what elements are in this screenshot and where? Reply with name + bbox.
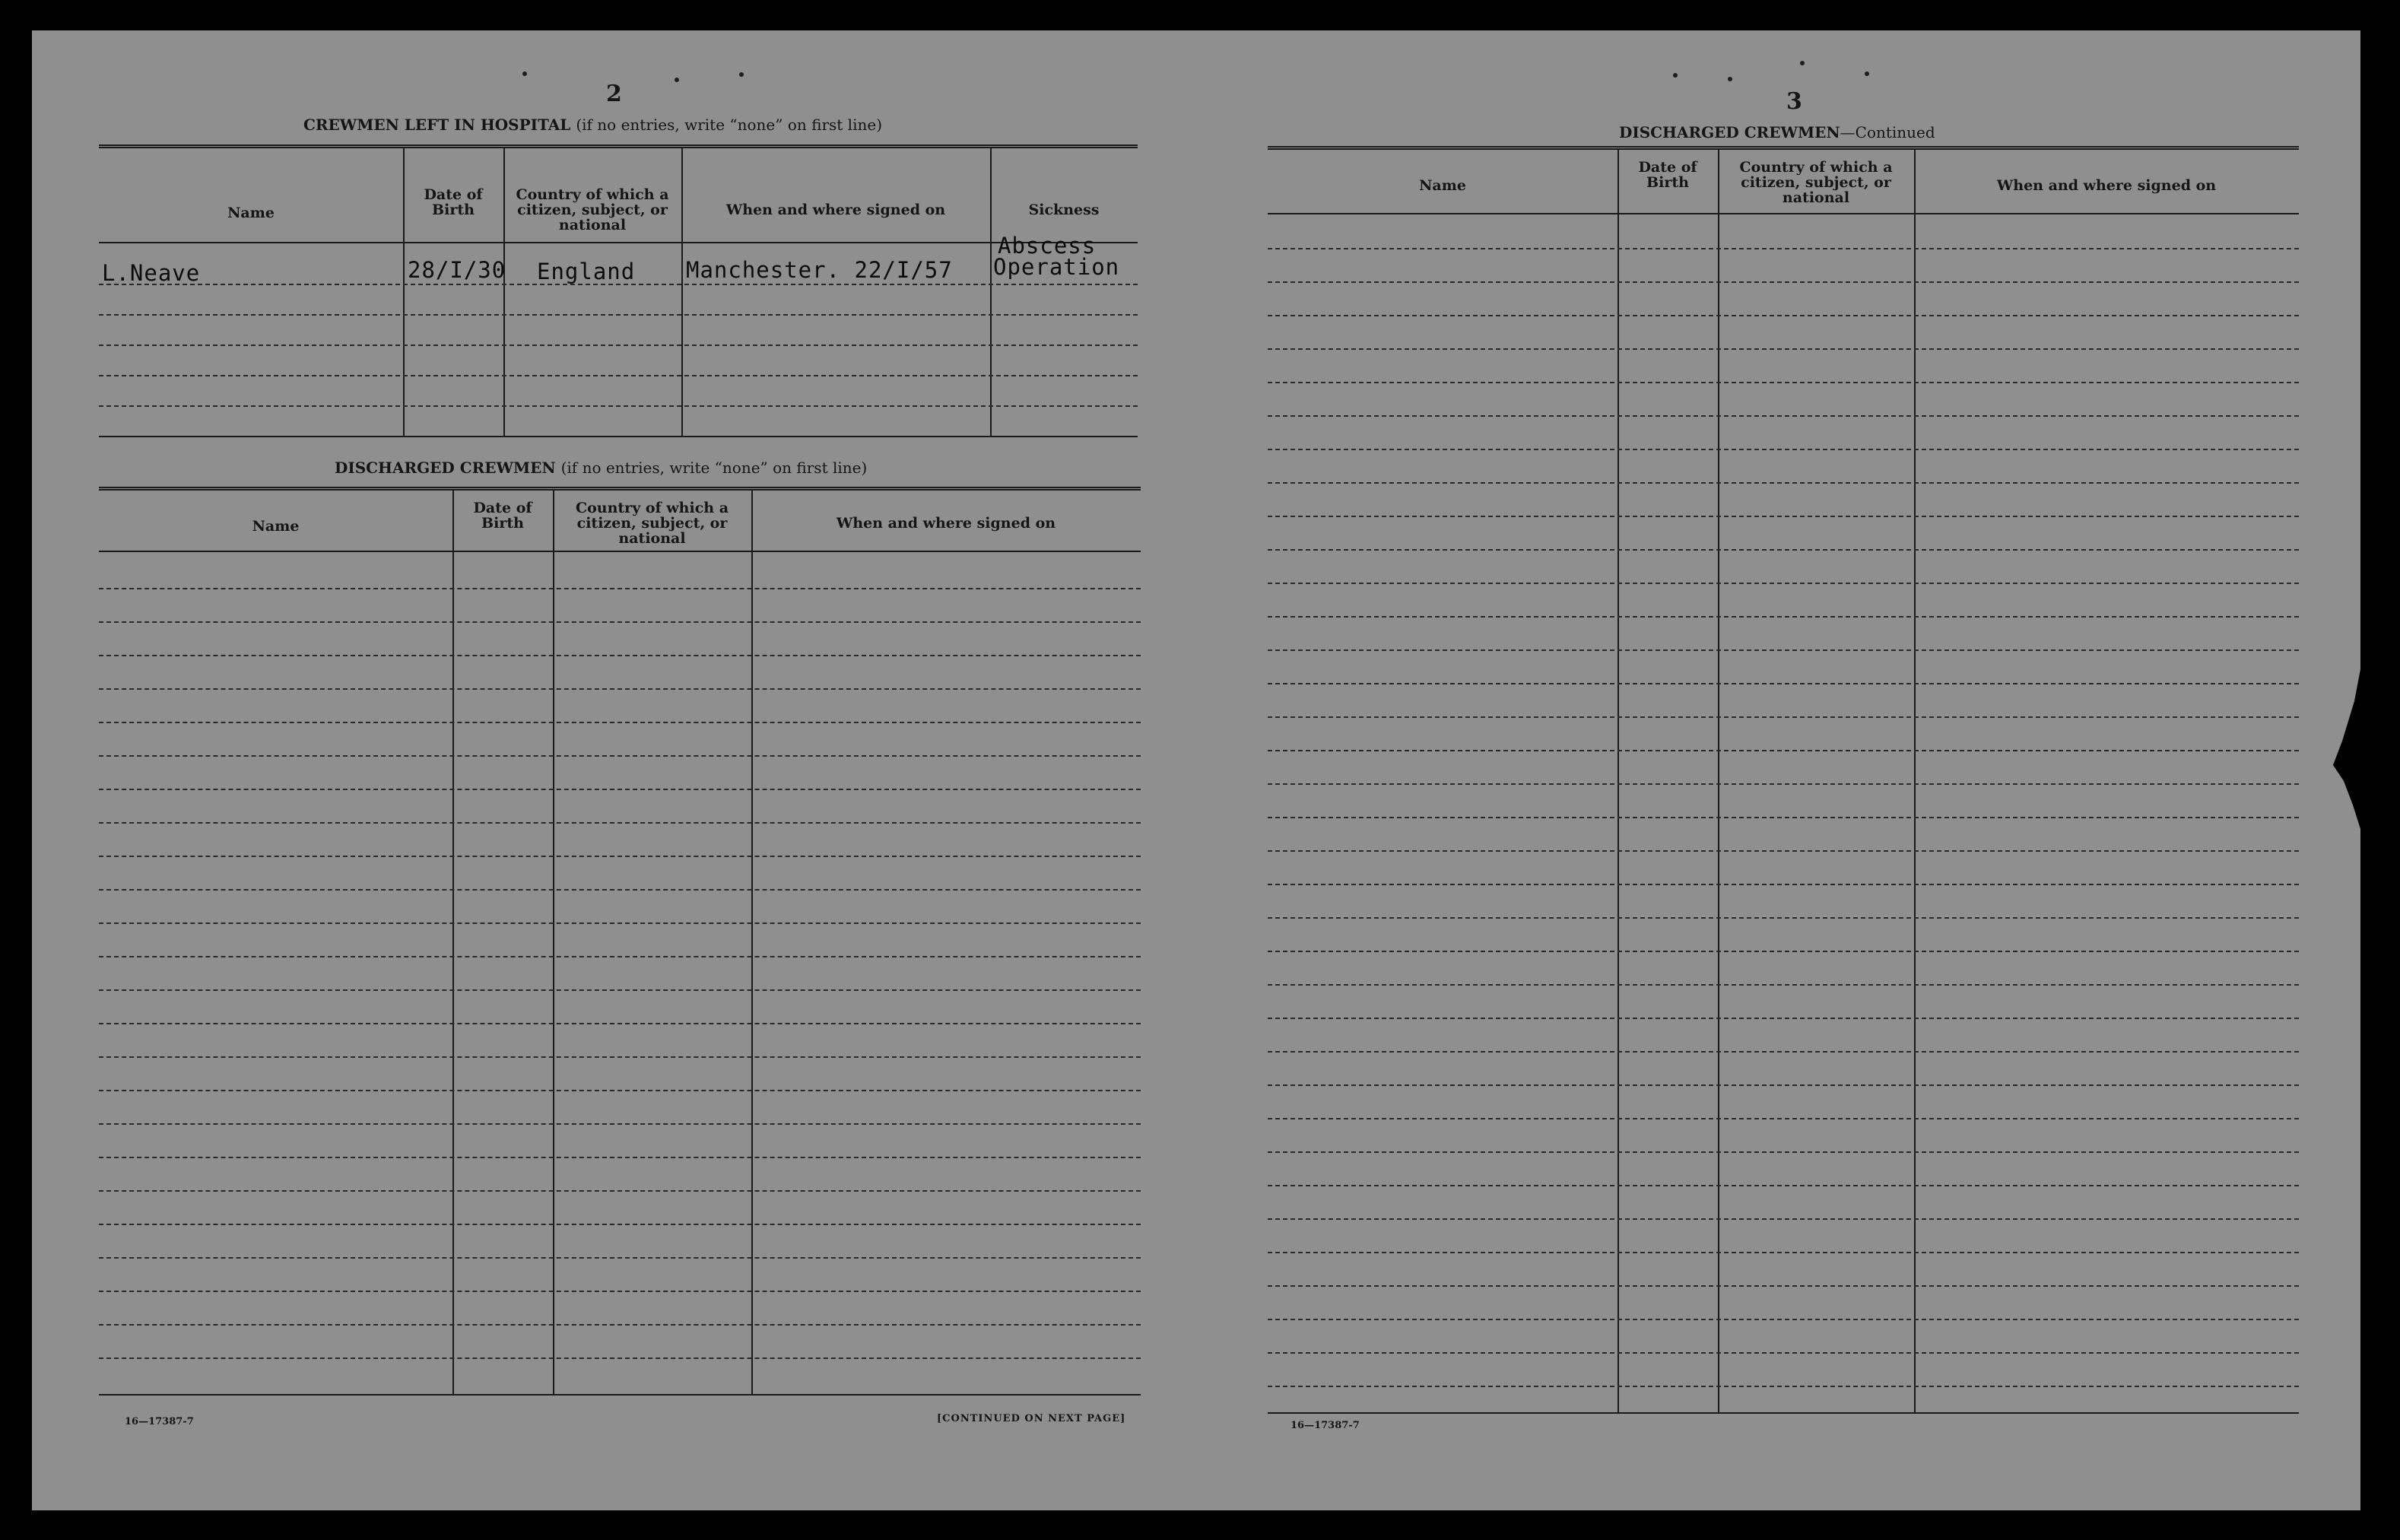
col-header-country: Country of which a citizen, subject, or national — [516, 186, 669, 233]
col-header-dob: Date of Birth — [424, 186, 483, 218]
table-row — [99, 1190, 1141, 1192]
discharged-table — [99, 487, 1141, 1445]
table-row — [1268, 649, 2299, 651]
column-divider — [1617, 150, 1619, 1412]
col-header-dob: Date of Birth — [1638, 159, 1697, 191]
page-number: 3 — [1786, 88, 1802, 115]
col-header-name: Name — [252, 518, 300, 535]
table-bottom-rule — [99, 436, 1138, 437]
discharged-heading — [335, 459, 867, 477]
table-row — [1268, 1084, 2299, 1086]
entry-dob: 28/I/30 — [408, 257, 506, 283]
discharged-title: DISCHARGED CREWMEN — [1619, 123, 1840, 141]
table-row — [99, 1123, 1141, 1125]
table-row — [1268, 951, 2299, 952]
column-divider — [990, 148, 992, 436]
table-row — [1268, 750, 2299, 751]
table-row — [1268, 1386, 2299, 1387]
title-suffix: —Continued — [1840, 123, 1935, 141]
table-top-rule — [99, 487, 1141, 491]
table-row — [99, 375, 1138, 376]
table-row — [1268, 415, 2299, 417]
hospital-instruction: (if no entries, write “none” on first line) — [576, 116, 882, 134]
header-rule — [1268, 213, 2299, 214]
table-row — [1268, 1151, 2299, 1153]
table-row — [1268, 616, 2299, 618]
table-row — [1268, 984, 2299, 986]
table-row — [99, 314, 1138, 316]
discharged-title: DISCHARGED CREWMEN — [335, 459, 556, 477]
col-header-sickness: Sickness — [1028, 202, 1100, 218]
table-row — [1268, 1252, 2299, 1253]
col-header-dob: Date of Birth — [473, 500, 532, 532]
table-row — [99, 688, 1141, 690]
table-row — [99, 722, 1141, 723]
entry-country: England — [537, 259, 636, 284]
table-row — [99, 1023, 1141, 1024]
table-row — [1268, 850, 2299, 852]
table-row — [1268, 683, 2299, 684]
ink-speck — [1865, 71, 1869, 76]
paper-tear — [2330, 669, 2360, 829]
table-row — [99, 956, 1141, 957]
header-rule — [99, 551, 1141, 552]
ink-speck — [1673, 73, 1678, 78]
hospital-heading — [303, 116, 882, 134]
table-bottom-rule — [99, 1394, 1141, 1396]
hospital-title: CREWMEN LEFT IN HOSPITAL — [303, 116, 571, 134]
table-row — [1268, 1018, 2299, 1019]
table-row — [1268, 1118, 2299, 1119]
table-row — [1268, 917, 2299, 919]
table-row — [99, 1291, 1141, 1292]
table-row — [99, 1324, 1141, 1326]
ink-speck — [739, 72, 744, 77]
header-rule — [99, 242, 1138, 243]
table-row — [99, 588, 1141, 589]
table-row — [1268, 482, 2299, 484]
table-row — [1268, 382, 2299, 383]
continued-note: [CONTINUED ON NEXT PAGE] — [937, 1413, 1126, 1424]
table-row — [1268, 783, 2299, 785]
table-row — [99, 1357, 1141, 1359]
table-row — [99, 922, 1141, 924]
discharged-continued-table — [1268, 146, 2299, 1454]
entry-name: L.Neave — [102, 260, 201, 286]
column-divider — [681, 148, 683, 436]
table-row — [1268, 348, 2299, 350]
table-row — [99, 1224, 1141, 1225]
ink-speck — [1728, 77, 1732, 81]
col-header-country: Country of which a citizen, subject, or national — [575, 500, 729, 547]
table-row — [1268, 884, 2299, 885]
table-row — [99, 1257, 1141, 1259]
entry-sickness-line2: Operation — [993, 254, 1120, 280]
table-row — [1268, 1319, 2299, 1320]
table-row — [1268, 583, 2299, 584]
table-row — [99, 889, 1141, 891]
table-row — [1268, 449, 2299, 450]
table-row — [1268, 1285, 2299, 1287]
col-header-name: Name — [1419, 177, 1466, 194]
table-row — [99, 1157, 1141, 1158]
page-number: 2 — [606, 81, 622, 107]
table-row — [99, 1090, 1141, 1091]
col-header-signed-on: When and where signed on — [1996, 177, 2217, 194]
table-row — [99, 822, 1141, 824]
table-row — [1268, 716, 2299, 718]
table-row — [99, 989, 1141, 991]
table-row — [1268, 1185, 2299, 1186]
entry-signed-on: Manchester. 22/I/57 — [686, 257, 953, 283]
column-divider — [503, 148, 505, 436]
table-row — [99, 755, 1141, 757]
table-row — [99, 1056, 1141, 1058]
table-top-rule — [1268, 146, 2299, 150]
discharged-continued-heading — [1619, 123, 1935, 141]
table-row — [1268, 1051, 2299, 1053]
table-row — [1268, 315, 2299, 316]
table-row — [1268, 817, 2299, 818]
col-header-signed-on: When and where signed on — [725, 202, 946, 218]
table-row — [1268, 549, 2299, 551]
ink-speck — [522, 71, 527, 76]
form-number: 16—17387-7 — [1290, 1420, 1360, 1431]
discharged-instruction: (if no entries, write “none” on first line) — [560, 459, 868, 477]
table-row — [99, 621, 1141, 623]
ink-speck — [1800, 61, 1805, 65]
table-row — [1268, 1218, 2299, 1220]
table-top-rule — [99, 144, 1138, 148]
column-divider — [1718, 150, 1719, 1412]
col-header-name: Name — [227, 205, 275, 221]
ink-speck — [675, 78, 679, 82]
document-sheet — [32, 30, 2360, 1510]
col-header-country: Country of which a citizen, subject, or national — [1739, 159, 1893, 206]
table-row — [99, 405, 1138, 407]
table-row — [99, 655, 1141, 656]
entry-sickness-line1: Abscess — [998, 233, 1097, 259]
table-bottom-rule — [1268, 1412, 2299, 1414]
hospital-table — [99, 144, 1138, 464]
table-row — [99, 856, 1141, 857]
table-row — [1268, 281, 2299, 283]
col-header-signed-on: When and where signed on — [836, 515, 1056, 532]
table-row — [1268, 1352, 2299, 1354]
column-divider — [1914, 150, 1916, 1412]
table-row — [1268, 248, 2299, 249]
form-number: 16—17387-7 — [125, 1416, 194, 1427]
table-row — [99, 789, 1141, 790]
table-row — [1268, 516, 2299, 517]
table-row — [99, 345, 1138, 346]
